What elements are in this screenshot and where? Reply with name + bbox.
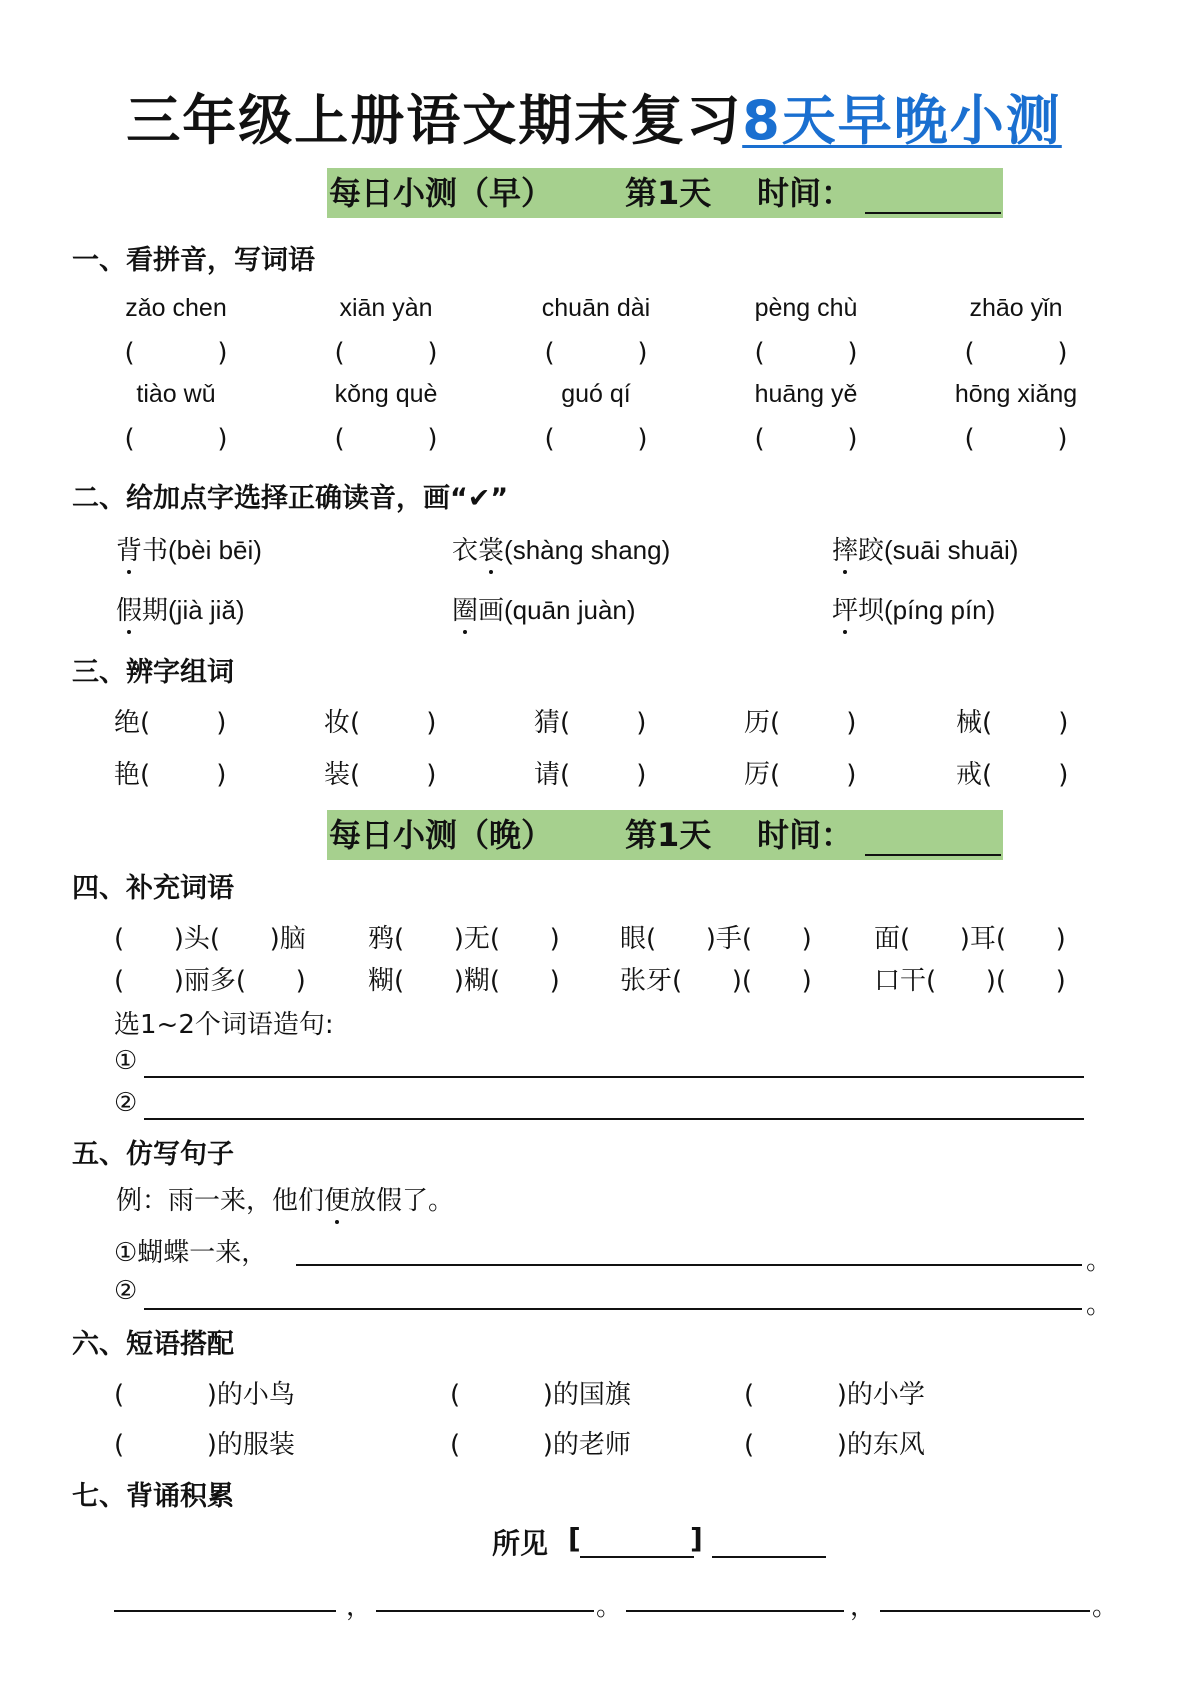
pinyin-prompt: chuān dài [541, 294, 651, 322]
item-number: ② [114, 1276, 138, 1306]
example-post: 放假了。 [350, 1186, 455, 1216]
answer-bracket[interactable]: ( ) [124, 424, 228, 454]
banner-evening [327, 810, 1003, 860]
idiom-fill-item[interactable]: 鸦( )无( ) [368, 924, 560, 954]
banner-time-label: 时间： [757, 816, 854, 854]
answer-bracket[interactable]: ( ) [964, 338, 1068, 368]
word-group-item[interactable]: 厉( ) [744, 760, 857, 790]
poem-title: 所见 [492, 1527, 549, 1560]
comma: ， [346, 1592, 373, 1622]
answer-bracket[interactable]: ( ) [964, 424, 1068, 454]
idiom-fill-item[interactable]: 面( )耳( ) [874, 924, 1066, 954]
comma: ， [850, 1592, 877, 1622]
poem-line[interactable] [114, 1610, 336, 1612]
phrase-match-item[interactable]: ( )的服装 [114, 1430, 295, 1460]
poem-line[interactable] [880, 1610, 1090, 1612]
item-post: 画(quān juàn) [478, 595, 636, 625]
phrase-match-item[interactable]: ( )的老师 [450, 1430, 631, 1460]
period: 。 [1092, 1592, 1119, 1622]
item-post: 书(bèi bēi) [142, 535, 262, 565]
word-group-item[interactable]: 请( ) [534, 760, 647, 790]
answer-bracket[interactable]: ( ) [754, 338, 858, 368]
pronunciation-item[interactable] [116, 530, 262, 567]
pronunciation-item[interactable] [832, 530, 1018, 567]
example-pre: 例：雨一来，他们 [116, 1186, 325, 1216]
phrase-match-item[interactable]: ( )的小学 [744, 1380, 925, 1410]
pinyin-prompt: pèng chù [754, 294, 858, 322]
answer-bracket[interactable]: ( ) [544, 424, 648, 454]
page-title [0, 78, 1188, 155]
word-group-item[interactable]: 绝( ) [114, 708, 227, 738]
item-post: 跤(suāi shuāi) [858, 535, 1019, 565]
banner-morning [327, 168, 1003, 218]
banner-label: 每日小测（晚） [329, 816, 554, 854]
time-answer-line[interactable] [865, 212, 1001, 214]
word-group-item[interactable]: 戒( ) [956, 760, 1069, 790]
answer-bracket[interactable]: ( ) [754, 424, 858, 454]
answer-bracket[interactable]: ( ) [334, 424, 438, 454]
dotted-char: 摔 [832, 530, 858, 567]
pinyin-prompt: guó qí [561, 380, 631, 408]
word-group-item[interactable]: 装( ) [324, 760, 437, 790]
item-post: 期(jià jiǎ) [142, 595, 245, 625]
idiom-fill-item[interactable]: 张牙( )( ) [620, 966, 812, 996]
word-group-item[interactable]: 猜( ) [534, 708, 647, 738]
section-heading-1: 一、看拼音，写词语 [72, 245, 315, 276]
idiom-fill-item[interactable]: ( )头( )脑 [114, 924, 306, 954]
sentence-prompt: 选1~2个词语造句: [114, 1010, 334, 1040]
answer-bracket[interactable]: ( ) [124, 338, 228, 368]
idiom-fill-item[interactable]: 眼( )手( ) [620, 924, 812, 954]
item-post: (shàng shang) [504, 535, 671, 565]
word-group-item[interactable]: 艳( ) [114, 760, 227, 790]
pinyin-prompt: kǒng què [334, 380, 438, 408]
pinyin-prompt: zǎo chen [125, 294, 227, 322]
author-line[interactable] [712, 1556, 826, 1558]
answer-line[interactable] [144, 1076, 1084, 1078]
pronunciation-item[interactable] [452, 590, 636, 627]
word-group-item[interactable]: 历( ) [744, 708, 857, 738]
section-heading-4: 四、补充词语 [72, 873, 234, 904]
bracket-left: [ [568, 1522, 581, 1555]
period: 。 [1086, 1246, 1113, 1276]
pronunciation-item[interactable] [832, 590, 995, 627]
phrase-match-item[interactable]: ( )的小鸟 [114, 1380, 295, 1410]
banner-label: 每日小测（早） [329, 174, 554, 212]
phrase-match-item[interactable]: ( )的东风 [744, 1430, 925, 1460]
dotted-char: 坪 [832, 590, 858, 627]
pronunciation-item[interactable] [452, 530, 670, 567]
answer-line[interactable] [144, 1118, 1084, 1120]
poem-line[interactable] [626, 1610, 844, 1612]
word-group-item[interactable]: 械( ) [956, 708, 1069, 738]
answer-line[interactable] [296, 1264, 1082, 1266]
banner-time-label: 时间： [757, 174, 854, 212]
dotted-char: 圈 [452, 590, 478, 627]
phrase-match-item[interactable]: ( )的国旗 [450, 1380, 631, 1410]
bracket-right: ] [690, 1522, 703, 1555]
time-answer-line[interactable] [865, 854, 1001, 856]
period: 。 [596, 1592, 623, 1622]
answer-bracket[interactable]: ( ) [544, 338, 648, 368]
pinyin-prompt: xiān yàn [339, 294, 433, 322]
section-heading-6: 六、短语搭配 [72, 1329, 234, 1360]
banner-day: 第1天 [625, 816, 712, 854]
section-heading-3: 三、辨字组词 [72, 657, 234, 688]
pinyin-prompt: tiào wǔ [136, 380, 216, 408]
pinyin-prompt: zhāo yǐn [969, 294, 1063, 322]
dotted-char: 背 [116, 530, 142, 567]
answer-bracket[interactable]: ( ) [334, 338, 438, 368]
item-number: ② [114, 1088, 138, 1118]
dotted-char: 便 [324, 1180, 350, 1217]
item-number: ① [114, 1046, 138, 1076]
pinyin-prompt: hōng xiǎng [954, 380, 1078, 408]
item-post: 坝(píng pín) [858, 595, 996, 625]
section-heading-2: 二、给加点字选择正确读音，画“✔” [72, 483, 509, 514]
section-heading-7: 七、背诵积累 [72, 1481, 234, 1512]
dotted-char: 假 [116, 590, 142, 627]
period: 。 [1086, 1290, 1113, 1320]
title-highlight: 8天早晚小测 [742, 89, 1062, 152]
answer-line[interactable] [144, 1308, 1082, 1310]
dynasty-line[interactable] [580, 1556, 694, 1558]
idiom-fill-item[interactable]: 糊( )糊( ) [368, 966, 560, 996]
pinyin-prompt: huāng yě [754, 380, 858, 408]
item-pre: 衣 [452, 536, 479, 566]
item-1-prefix: ①蝴蝶一来， [114, 1238, 268, 1268]
idiom-fill-item[interactable]: 口干( )( ) [874, 966, 1066, 996]
dotted-char: 裳 [478, 530, 504, 567]
poem-line[interactable] [376, 1610, 594, 1612]
pronunciation-item[interactable] [116, 590, 245, 627]
banner-day: 第1天 [625, 174, 712, 212]
word-group-item[interactable]: 妆( ) [324, 708, 437, 738]
example-sentence [116, 1180, 454, 1217]
section-heading-5: 五、仿写句子 [72, 1139, 234, 1170]
idiom-fill-item[interactable]: ( )丽多( ) [114, 966, 306, 996]
title-main: 三年级上册语文期末复习 [126, 89, 743, 152]
